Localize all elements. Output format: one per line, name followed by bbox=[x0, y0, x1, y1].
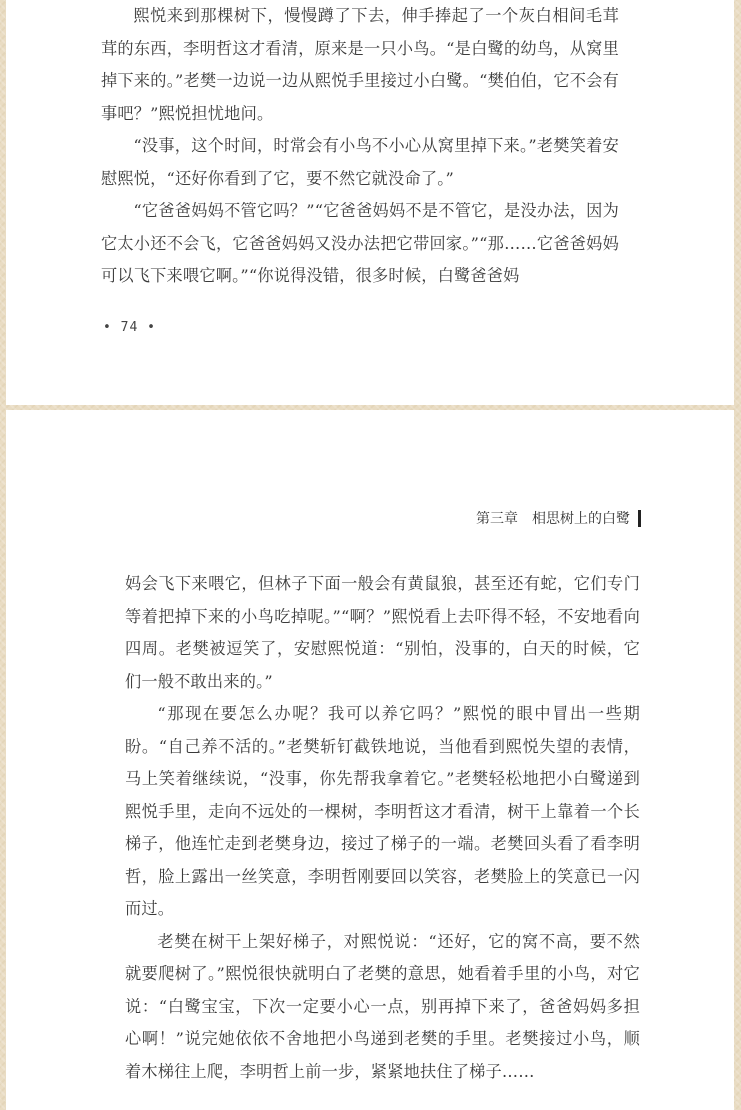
page-75-paragraph-1: 妈会飞下来喂它，但林子下面一般会有黄鼠狼，甚至还有蛇，它们专门等着把掉下来的小鸟吃掉呢。”“啊？”熙悦看上去吓得不轻，不安地看向四周。老樊被逗笑了，安慰熙悦道：“别怕，没事的，白天的时候，它们一般不敢出来的。” bbox=[125, 574, 640, 691]
page-75-body bbox=[125, 568, 640, 1088]
chapter-label: 第三章 bbox=[476, 511, 518, 527]
book-page-75 bbox=[6, 410, 734, 1110]
page-number: • 74 • bbox=[103, 320, 156, 335]
chapter-title: 相思树上的白鹭 bbox=[532, 511, 630, 527]
page-74-paragraph-2: “没事，这个时间，时常会有小鸟不小心从窝里掉下来。”老樊笑着安慰熙悦，“还好你看到了它，要不然它就没命了。” bbox=[101, 136, 619, 188]
book-page-74 bbox=[6, 0, 734, 405]
running-header bbox=[476, 508, 641, 528]
page-74-paragraph-1: 熙悦来到那棵树下，慢慢蹲了下去，伸手捧起了一个灰白相间毛茸茸的东西，李明哲这才看清，原来是一只小鸟。“是白鹭的幼鸟，从窝里掉下来的。”老樊一边说一边从熙悦手里接过小白鹭。“樊伯伯，它不会有事吧？”熙悦担忧地问。 bbox=[101, 6, 619, 123]
page-75-paragraph-3: 老樊在树干上架好梯子，对熙悦说：“还好，它的窝不高，要不然就要爬树了。”熙悦很快就明白了老樊的意思，她看着手里的小鸟，对它说：“白鹭宝宝，下次一定要小心一点，别再掉下来了，爸爸妈妈多担心啊！”说完她依依不舍地把小鸟递到老樊的手里。老樊接过小鸟，顺着木梯往上爬，李明哲上前一步，紧紧地扶住了梯子…… bbox=[125, 931, 640, 1081]
header-bar-mark bbox=[638, 510, 641, 527]
page-74-paragraph-3: “它爸爸妈妈不管它吗？”“它爸爸妈妈不是不管它，是没办法，因为它太小还不会飞，它爸爸妈妈又没办法把它带回家。”“那……它爸爸妈妈可以飞下来喂它啊。”“你说得没错，很多时候，白鹭爸爸妈 bbox=[101, 201, 619, 285]
page-74-body bbox=[101, 0, 619, 293]
page-75-paragraph-2: “那现在要怎么办呢？我可以养它吗？”熙悦的眼中冒出一些期盼。“自己养不活的。”老樊斩钉截铁地说，当他看到熙悦失望的表情，马上笑着继续说，“没事，你先帮我拿着它。”老樊轻松地把小白鹭递到熙悦手里，走向不远处的一棵树，李明哲这才看清，树干上靠着一个长梯子，他连忙走到老樊身边，接过了梯子的一端。老樊回头看了看李明哲，脸上露出一丝笑意，李明哲刚要回以笑容，老樊脸上的笑意已一闪而过。 bbox=[125, 704, 640, 918]
